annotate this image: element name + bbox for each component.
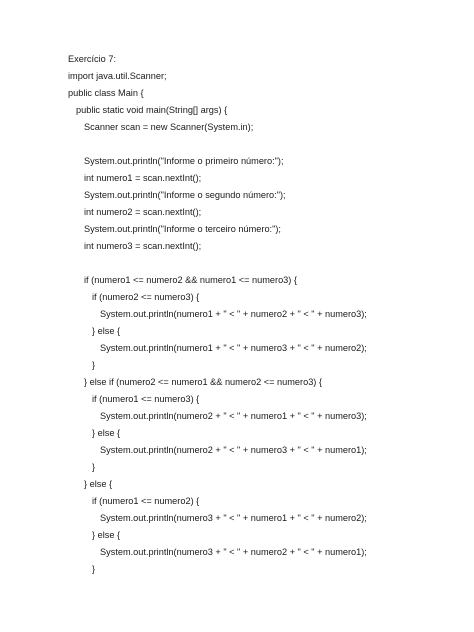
code-line: int numero3 = scan.nextInt(); [84, 241, 202, 251]
code-line: } [92, 462, 96, 472]
code-line: System.out.println(numero2 + " < " + numero3 + " < " + numero1); [100, 445, 367, 455]
code-line: System.out.println(numero1 + " < " + numero3 + " < " + numero2); [100, 343, 367, 353]
code-line: int numero2 = scan.nextInt(); [84, 207, 202, 217]
code-line: System.out.println(numero1 + " < " + numero2 + " < " + numero3); [100, 309, 367, 319]
code-line: System.out.println(numero2 + " < " + numero1 + " < " + numero3); [100, 411, 367, 421]
code-line: import java.util.Scanner; [68, 71, 167, 81]
code-line: System.out.println("Informe o primeiro número:"); [84, 156, 284, 166]
code-line: System.out.println(numero3 + " < " + numero1 + " < " + numero2); [100, 513, 367, 523]
code-line: } else if (numero2 <= numero1 && numero2 <= numero3) { [84, 377, 322, 387]
code-line: if (numero2 <= numero3) { [92, 292, 200, 302]
code-line: int numero1 = scan.nextInt(); [84, 173, 202, 183]
code-line: if (numero1 <= numero3) { [92, 394, 200, 404]
code-line: System.out.println("Informe o terceiro número:"); [84, 224, 281, 234]
code-line: } [92, 360, 96, 370]
code-line: Scanner scan = new Scanner(System.in); [84, 122, 254, 132]
code-line: } else { [92, 428, 121, 438]
exercise-heading: Exercício 7: [68, 54, 116, 64]
code-line: System.out.println(numero3 + " < " + numero2 + " < " + numero1); [100, 547, 367, 557]
code-line: } [92, 564, 96, 574]
code-line: if (numero1 <= numero2) { [92, 496, 200, 506]
code-line: if (numero1 <= numero2 && numero1 <= numero3) { [84, 275, 297, 285]
code-line: public static void main(String[] args) { [76, 105, 228, 115]
code-line: System.out.println("Informe o segundo número:"); [84, 190, 286, 200]
code-line: } else { [84, 479, 113, 489]
code-line: } else { [92, 326, 121, 336]
code-line: } else { [92, 530, 121, 540]
code-line: public class Main { [68, 88, 144, 98]
